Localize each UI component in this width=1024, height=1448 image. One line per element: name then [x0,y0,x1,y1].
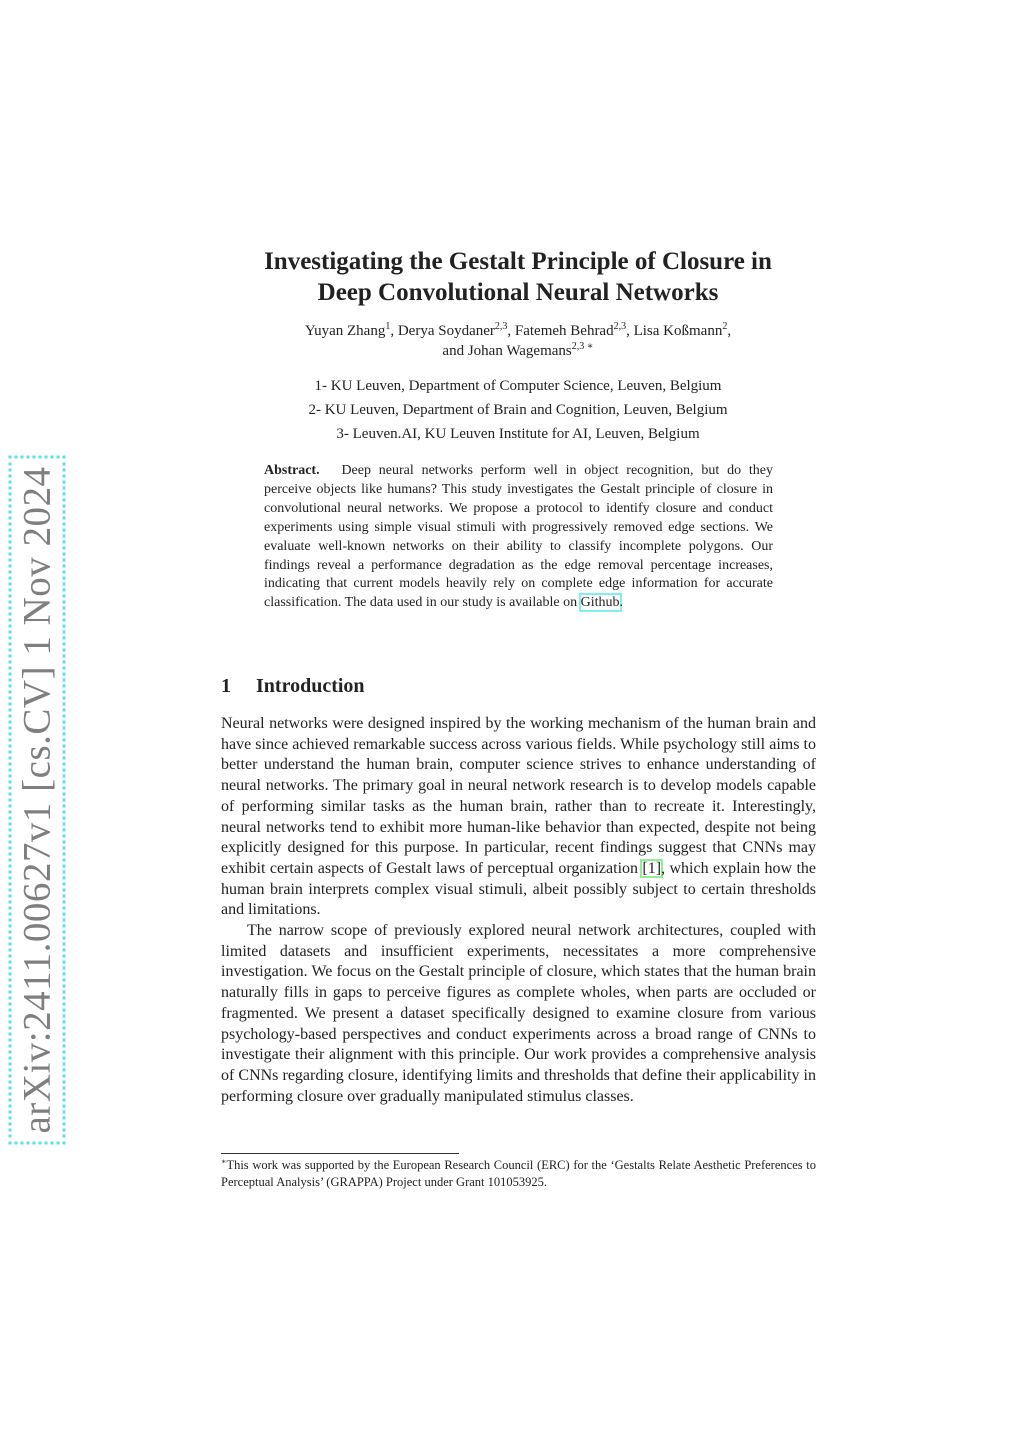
author-affiliation-mark: 2,3 [571,341,585,352]
title-line-1: Investigating the Gestalt Principle of Closure in [264,248,772,275]
footnote [221,1157,816,1191]
paragraph-2: The narrow scope of previously explored neural network architectures, coupled with limited datasets and insufficient experiments, necessitates a more comprehensive investigation. We focus on the Gestalt principle of closure, which states that the human brain naturally fills in gaps to perceive figures as complete wholes, when parts are occluded or fragmented. We present a dataset specifically designed to examine closure from various psychology-based perspectives and conduct experiments across a broad range of CNNs to investigate their alignment with this principle. Our work provides a comprehensive analysis of CNNs regarding closure, identifying limits and thresholds that define their applicability in performing closure over gradually manipulated stimulus classes. [221,922,816,1105]
abstract-end: . [619,595,623,611]
affiliation-3: 3- Leuven.AI, KU Leuven Institute for AI, Leuven, Belgium [336,426,700,442]
paragraph-1-text: Neural networks were designed inspired by the working mechanism of the human brain and have since achieved remarkable success across various fields. While psychology still aims to better understand the human brain, computer science strives to enhance understanding of neural networks. The primary goal in neural network research is to develop models capable of performing similar tasks as the human brain, rather than to recreate it. Interestingly, neural networks tend to exhibit more human-like behavior than expected, despite not being explicitly designed for this purpose. In particular, recent findings suggest that CNNs may exhibit certain aspects of Gestalt laws of perceptual organization [221,715,816,877]
author-name: Fatemeh Behrad [514,323,614,339]
author-line-2 [200,341,836,361]
author-conjunction: and [442,343,465,359]
arxiv-identifier[interactable]: arXiv:2411.00627v1 [cs.CV] 1 Nov 2024 [9,456,66,1145]
paragraph-1-text-end: , which explain how the human brain interprets complex visual stimuli, albeit possibly subject to certain thresholds and limitations. [221,859,816,919]
author-affiliation-mark: 2 [722,321,728,332]
author-name: Lisa Koßmann [633,323,723,339]
abstract [264,462,773,613]
github-link[interactable]: Github [580,595,620,611]
author-line-1: Yuyan Zhang$^1$, Derya Soydaner$^{2,3}$, Fatemeh Behrad$^{2,3}$, Lisa Koßmann$^2$, [304,321,732,339]
section-heading-introduction [221,674,365,698]
footnote-text: This work was supported by the European Research Council (ERC) for the ‘Gestalts Relate Aesthetic Preferences to Perceptual Analysis’ (GRAPPA) Project under Grant 101053925. [221,1158,816,1189]
author-list [200,321,836,361]
citation-link[interactable]: [1] [642,859,662,877]
footnote-mark: ∗ [221,1156,227,1166]
title-footnote-mark[interactable]: ∗ [586,341,594,352]
section-number: 1 [221,675,231,697]
author-affiliation-mark: 2,3 [613,321,627,332]
author-name: Yuyan Zhang [304,323,386,339]
author-affiliation-mark: 2,3 [494,321,508,332]
introduction-body [221,714,816,1107]
affiliation-2: 2- KU Leuven, Department of Brain and Cognition, Leuven, Belgium [308,402,728,418]
abstract-label: Abstract. [264,463,320,478]
paragraph-1 [221,714,816,921]
abstract-text: Deep neural networks perform well in object recognition, but do they perceive objects like humans? This study investigates the Gestalt principle of closure in convolutional neural networks. We propose a protocol to identify closure and conduct experiments using simple visual stimuli with progressively removed edge sections. We evaluate well-known networks on their ability to classify incomplete polygons. Our findings reveal a performance degradation as the edge removal percentage increases, indicating that current models heavily rely on complete edge information for accurate classification. The data used in our study is available on [264,463,774,611]
footnote-divider [221,1153,459,1154]
author-name: Derya Soydaner [397,323,495,339]
affiliation-1: 1- KU Leuven, Department of Computer Science, Leuven, Belgium [314,378,722,394]
author-affiliation-mark: 1 [385,321,391,332]
section-title: Introduction [256,675,365,697]
author-name: Johan Wagemans [467,343,572,359]
paper-title [200,246,836,308]
title-line-2: Deep Convolutional Neural Networks [317,279,719,306]
affiliation-list [200,374,836,446]
